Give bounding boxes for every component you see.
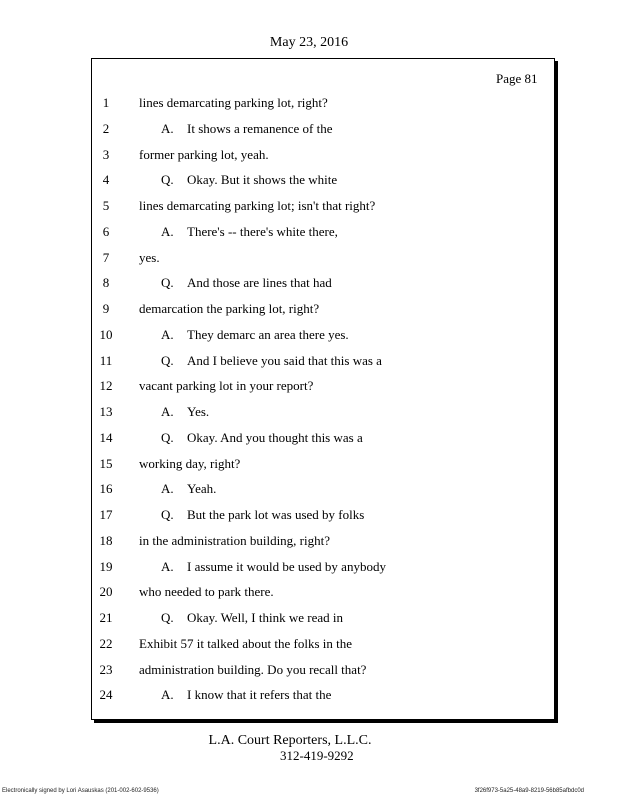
- line-text: in the administration building, right?: [139, 532, 331, 548]
- line-number: 13: [99, 404, 113, 419]
- line-text: vacant parking lot in your report?: [139, 378, 314, 394]
- line-text: I assume it would be used by anybody: [187, 558, 386, 574]
- line-number: 24: [99, 687, 113, 703]
- speaker-marker: A.: [161, 404, 174, 419]
- line-number: 4: [102, 172, 110, 188]
- line-number: 14: [99, 429, 113, 445]
- speaker-marker: A.: [161, 223, 174, 239]
- line-text: But the park lot was used by folks: [187, 507, 365, 522]
- line-number: 6: [102, 223, 110, 239]
- line-text: Yeah.: [187, 481, 217, 497]
- line-text: Exhibit 57 it talked about the folks in the: [139, 635, 353, 651]
- line-number: 11: [99, 352, 113, 368]
- speaker-marker: A.: [161, 558, 174, 574]
- line-number: 8: [102, 275, 110, 291]
- line-text: lines demarcating parking lot; isn't that right?: [139, 198, 376, 213]
- line-number: 20: [99, 584, 113, 600]
- line-number: 3: [102, 146, 110, 162]
- line-number: 15: [99, 455, 113, 471]
- line-text: yes.: [139, 249, 160, 265]
- line-text: lines demarcating parking lot, right?: [139, 95, 328, 110]
- line-number: 1: [102, 95, 110, 110]
- speaker-marker: Q.: [161, 429, 174, 445]
- line-text: former parking lot, yeah.: [139, 146, 269, 162]
- line-number: 18: [99, 532, 113, 548]
- line-text: It shows a remanence of the: [187, 120, 333, 136]
- speaker-marker: Q.: [161, 275, 174, 291]
- line-text: And those are lines that had: [187, 275, 332, 291]
- line-number: 21: [99, 610, 113, 625]
- speaker-marker: Q.: [161, 610, 174, 625]
- electronic-signature: Electronically signed by Lori Asauskas (201-002-602-9536): [2, 788, 159, 794]
- line-text: I know that it refers that the: [187, 687, 332, 703]
- line-text: And I believe you said that this was a: [187, 352, 382, 368]
- document-id: 3f26f973-5a25-48a9-8219-56b85afbdc0d: [474, 788, 584, 794]
- line-number: 12: [99, 378, 113, 394]
- speaker-marker: A.: [161, 326, 174, 342]
- line-text: demarcation the parking lot, right?: [139, 301, 320, 316]
- line-text: They demarc an area there yes.: [187, 326, 349, 342]
- line-text: administration building. Do you recall that?: [139, 661, 367, 677]
- line-number: 23: [99, 661, 113, 677]
- speaker-marker: A.: [161, 120, 174, 136]
- line-number: 16: [99, 481, 113, 497]
- transcript-date: May 23, 2016: [269, 35, 349, 50]
- line-number: 10: [99, 326, 113, 342]
- line-number: 19: [99, 558, 113, 574]
- line-text: Okay. And you thought this was a: [187, 429, 363, 445]
- speaker-marker: A.: [161, 481, 174, 497]
- line-number: 7: [102, 249, 110, 265]
- line-text: There's -- there's white there,: [187, 223, 338, 239]
- line-number: 22: [99, 635, 113, 651]
- line-text: Yes.: [187, 404, 210, 419]
- line-text: Okay. Well, I think we read in: [187, 610, 343, 625]
- line-text: who needed to park there.: [139, 584, 274, 600]
- page-number: Page 81: [496, 71, 538, 86]
- speaker-marker: Q.: [161, 352, 174, 368]
- speaker-marker: Q.: [161, 507, 174, 522]
- reporter-company: L.A. Court Reporters, L.L.C.: [208, 733, 372, 748]
- line-number: 17: [99, 507, 113, 522]
- line-text: Okay. But it shows the white: [187, 172, 338, 188]
- reporter-phone: 312-419-9292: [280, 748, 354, 763]
- speaker-marker: A.: [161, 687, 174, 703]
- speaker-marker: Q.: [161, 172, 174, 188]
- line-number: 2: [102, 120, 110, 136]
- line-number: 9: [102, 301, 110, 316]
- line-number: 5: [102, 198, 110, 213]
- line-text: working day, right?: [139, 455, 241, 471]
